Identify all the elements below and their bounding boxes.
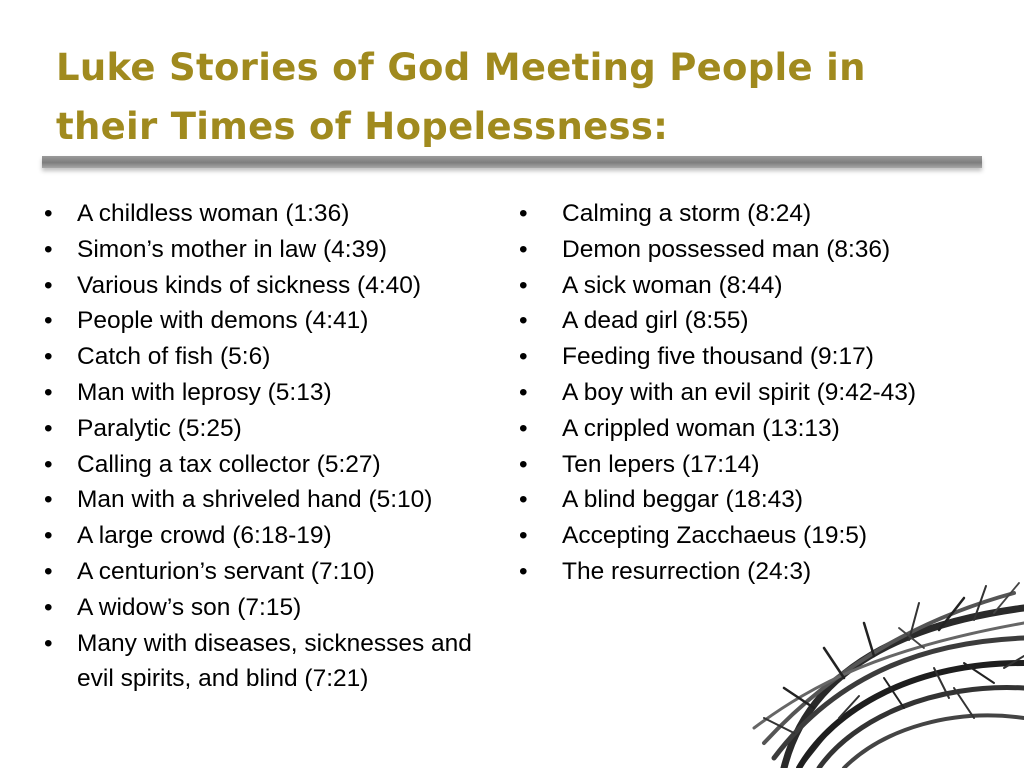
list-item: • A crippled woman (13:13) <box>519 411 1009 447</box>
list-item: • People with demons (4:41) <box>44 303 514 339</box>
crown-of-thorns-icon <box>724 568 1024 768</box>
list-item: • A centurion’s servant (7:10) <box>44 554 514 590</box>
list-item: • Man with a shriveled hand (5:10) <box>44 482 514 518</box>
list-item: • Many with diseases, sicknesses and evil spirits, and blind (7:21) <box>44 626 514 698</box>
list-item: • A dead girl (8:55) <box>519 303 1009 339</box>
list-item: • Ten lepers (17:14) <box>519 447 1009 483</box>
list-item: • A childless woman (1:36) <box>44 196 514 232</box>
list-item: • A widow’s son (7:15) <box>44 590 514 626</box>
list-item: • The resurrection (24:3) <box>519 554 1009 590</box>
slide-title-line-2: their Times of Hopelessness: <box>56 105 669 148</box>
right-story-list <box>519 196 1009 590</box>
title-divider <box>42 156 982 168</box>
list-item: • Calming a storm (8:24) <box>519 196 1009 232</box>
list-item: • Paralytic (5:25) <box>44 411 514 447</box>
list-item: • A large crowd (6:18-19) <box>44 518 514 554</box>
list-item: • Accepting Zacchaeus (19:5) <box>519 518 1009 554</box>
list-item: • Simon’s mother in law (4:39) <box>44 232 514 268</box>
list-item: • A sick woman (8:44) <box>519 268 1009 304</box>
left-story-list <box>44 196 514 697</box>
list-item: • Demon possessed man (8:36) <box>519 232 1009 268</box>
list-item: • Calling a tax collector (5:27) <box>44 447 514 483</box>
list-item: • A boy with an evil spirit (9:42-43) <box>519 375 1009 411</box>
slide-title <box>56 38 956 156</box>
list-item: • Various kinds of sickness (4:40) <box>44 268 514 304</box>
slide-title-line-1: Luke Stories of God Meeting People in <box>56 46 866 89</box>
list-item: • Feeding five thousand (9:17) <box>519 339 1009 375</box>
list-item: • Man with leprosy (5:13) <box>44 375 514 411</box>
list-item: • Catch of fish (5:6) <box>44 339 514 375</box>
list-item: • A blind beggar (18:43) <box>519 482 1009 518</box>
